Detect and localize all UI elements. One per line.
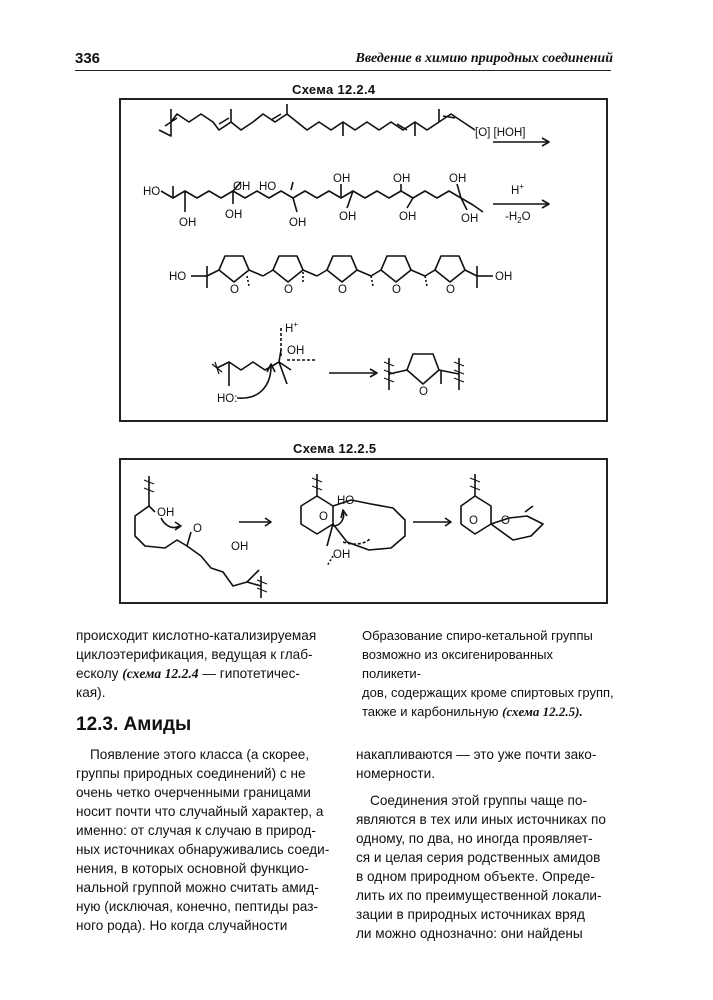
ring-oxygen: O <box>469 515 478 527</box>
page-number: 336 <box>75 50 101 67</box>
right-column-body <box>356 745 612 943</box>
scheme-1-drawing <box>121 100 606 420</box>
scheme-1-title: Схема 12.2.4 <box>292 82 376 97</box>
oh-label: OH <box>399 211 417 223</box>
ring-oxygen: O <box>419 386 428 398</box>
oh-label: OH <box>495 271 513 283</box>
text-line: ных источниках обнаруживались соеди- <box>76 842 330 857</box>
oh-label: OH <box>333 549 351 561</box>
ketone-oxygen: O <box>193 523 202 535</box>
text-line: есколу (схема 12.2.4 — гипотетичес- <box>76 666 300 681</box>
text-line: группы природных соединений) с не <box>76 766 306 781</box>
squalene-chain <box>159 114 475 136</box>
text-line: также и карбонильную (схема 12.2.5). <box>362 704 583 719</box>
text-line: Соединения этой группы чаще по- <box>370 793 588 808</box>
ho-label: HO <box>337 495 355 507</box>
mechanism-left <box>212 328 317 398</box>
oh-label: OH <box>157 507 175 519</box>
ring-oxygen: O <box>319 511 328 523</box>
ring-oxygen: O <box>392 284 401 296</box>
scheme-2-drawing <box>121 460 606 602</box>
oh-label: HO <box>259 181 277 193</box>
text-line: ся и целая серия родственных амидов <box>356 850 601 865</box>
ring-oxygen: O <box>501 515 510 527</box>
text-line: циклоэтерификация, ведущая к глаб- <box>76 647 313 662</box>
oh-label: OH <box>289 217 307 229</box>
running-title: Введение в химию природных соединений <box>355 51 613 66</box>
text-line: являются в тех или иных источниках по <box>356 812 606 827</box>
ring-oxygen: O <box>446 284 455 296</box>
text-line: ную (исключая, конечно, пептиды раз- <box>76 899 318 914</box>
open-chain-ketone <box>135 476 267 598</box>
ho-label: HO: <box>217 393 238 405</box>
spiroketal-product <box>461 474 543 540</box>
text-line: именно: от случая к случаю в природ- <box>76 823 316 838</box>
scheme-1-frame <box>119 98 608 422</box>
text-line: кая). <box>76 685 106 700</box>
hemiketal-intermediate <box>301 474 405 566</box>
oh-label: OH <box>231 541 249 553</box>
text-line: возможно из оксигенированных поликети- <box>362 647 553 681</box>
ring-oxygen: O <box>338 284 347 296</box>
water-label: $-H_2O$ <box>505 211 531 225</box>
polyol-chain <box>161 191 483 212</box>
text-line: нения, в которых основной функцио- <box>76 861 309 876</box>
oh-label: OH <box>287 345 305 357</box>
reagents-label: [O] [HOH] <box>475 127 526 139</box>
section-heading: 12.3. Амиды <box>76 714 192 735</box>
text-line: носит почти что случайный характер, а <box>76 804 324 819</box>
text-line: в одном природном объекте. Опреде- <box>356 869 595 884</box>
text-line: Образование спиро-кетальной группы <box>362 628 593 643</box>
left-column-top <box>76 626 330 702</box>
text-line: дов, содержащих кроме спиртовых групп, <box>362 685 614 700</box>
text-line: лить их по преимущественной локали- <box>356 888 602 903</box>
right-column-top <box>362 626 614 721</box>
text-line: номерности. <box>356 766 435 781</box>
scheme-2-title: Схема 12.2.5 <box>293 441 377 456</box>
left-column-body <box>76 745 330 935</box>
oh-label: OH <box>461 213 479 225</box>
acid-label: H+ <box>285 320 298 335</box>
header-rule <box>75 70 611 71</box>
oh-label: OH <box>233 181 251 193</box>
text-line: Появление этого класса (а скорее, <box>90 747 310 762</box>
ho-label: HO <box>169 271 187 283</box>
text-line: очень четко очерченными границами <box>76 785 311 800</box>
ring-oxygen: O <box>284 284 293 296</box>
oh-label: OH <box>225 209 243 221</box>
text-line: ного рода). Но когда случайности <box>76 918 288 933</box>
oh-label: OH <box>179 217 197 229</box>
oh-label: OH <box>393 173 411 185</box>
acid-label: H+ <box>511 182 524 197</box>
oh-label: OH <box>449 173 467 185</box>
text-line: происходит кислотно-катализируемая <box>76 628 317 643</box>
oh-label: OH <box>333 173 351 185</box>
ring-oxygen: O <box>230 284 239 296</box>
text-line: одному, по два, но иногда проявляет- <box>356 831 593 846</box>
thf-product <box>384 354 464 390</box>
scheme-2-frame <box>119 458 608 604</box>
text-line: нальной группой можно считать амид- <box>76 880 319 895</box>
oh-label: HO <box>143 186 161 198</box>
text-line: накапливаются — это уже почти зако- <box>356 747 597 762</box>
text-line: ли можно однозначно: они найдены <box>356 926 583 941</box>
oh-label: OH <box>339 211 357 223</box>
text-line: зации в природных источниках вряд <box>356 907 585 922</box>
